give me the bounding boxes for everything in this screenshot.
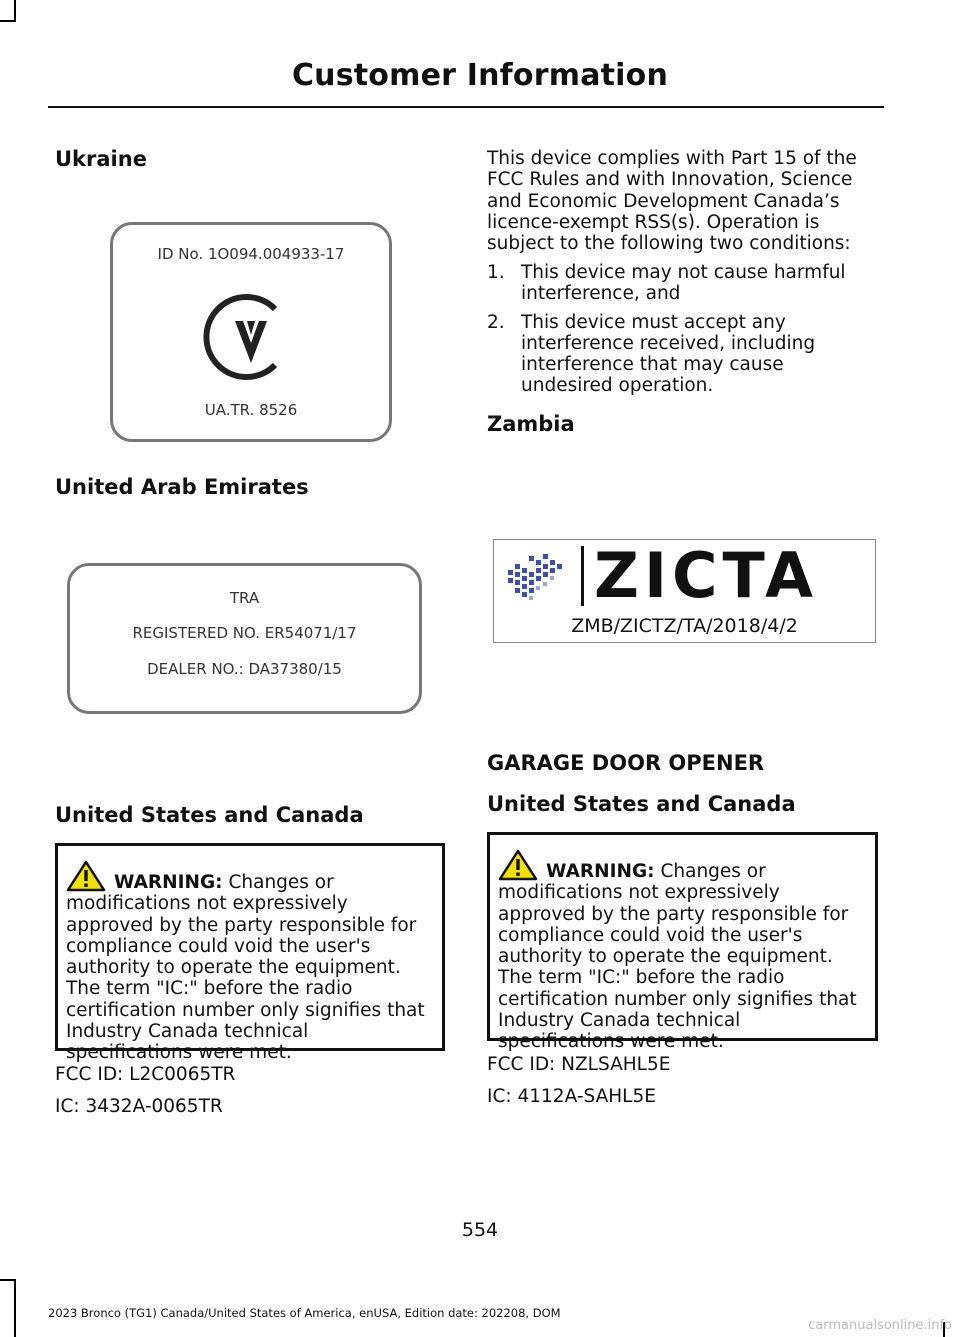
zicta-logo-text: ZICTA (594, 539, 818, 612)
ukraine-conformity-mark-icon (201, 287, 301, 387)
ic-number: IC: 3432A-0065TR (55, 1096, 223, 1117)
ukraine-label-id: ID No. 1O094.004933-17 (157, 245, 345, 263)
garage-door-opener-heading: GARAGE DOOR OPENER (487, 751, 765, 775)
conditions-list (487, 262, 879, 404)
uae-label-registered: REGISTERED NO. ER54071/17 (132, 624, 357, 642)
warning-triangle-icon (66, 860, 106, 892)
uae-heading: United Arab Emirates (55, 475, 309, 499)
garage-fcc-id: FCC ID: NZLSAHL5E (487, 1054, 671, 1075)
page-number: 554 (461, 1219, 499, 1241)
zambia-certification-label (493, 539, 876, 643)
zambia-label-code: ZMB/ZICTZ/TA/2018/4/2 (571, 615, 798, 637)
title-divider (48, 106, 884, 108)
crop-mark-top-left-h (0, 20, 16, 22)
us-canada-heading: United States and Canada (55, 803, 364, 827)
garage-us-canada-heading: United States and Canada (487, 792, 796, 816)
zicta-logo-icon (502, 548, 568, 604)
ukraine-label-reg: UA.TR. 8526 (204, 401, 298, 419)
list-item-number: 2. (487, 311, 505, 333)
crop-mark-bottom-left-h (0, 1279, 16, 1281)
uae-label-dealer: DEALER NO.: DA37380/15 (147, 660, 342, 678)
warning-triangle-icon (498, 849, 538, 881)
zambia-heading: Zambia (487, 412, 575, 436)
garage-ic-number: IC: 4112A-SAHL5E (487, 1086, 656, 1107)
list-item (487, 262, 879, 305)
watermark: carmanualsonline.info (808, 1318, 952, 1333)
zicta-logo-divider (581, 546, 584, 606)
list-item-number: 1. (487, 262, 505, 283)
crop-mark-top-left-v (14, 0, 16, 22)
warning-box (55, 843, 445, 1064)
uae-label-tra: TRA (229, 589, 260, 607)
fcc-id: FCC ID: L2C0065TR (55, 1064, 236, 1085)
list-item (487, 312, 879, 397)
list-item-text: This device may not cause harmful interference, and (521, 262, 846, 305)
warning-text: Changes or modifications not expressively approved by the party responsible for compliance could void the user's authority to operate the equipment. The term "IC:" before the radio certification number only signifies that Industry Canada technical specifications were met. (66, 872, 425, 1064)
edition-footer: 2023 Bronco (TG1) Canada/United States of America, enUSA, Edition date: 202208, DOM (48, 1306, 561, 1320)
fcc-compliance-paragraph: This device complies with Part 15 of the FCC Rules and with Innovation, Science and Economic Development Canada’s licence-exempt RSS(s). Operation is subject to the following two conditions: (487, 148, 857, 255)
ukraine-certification-label (110, 222, 392, 442)
warning-text: Changes or modifications not expressively approved by the party responsible for compliance could void the user's authority to operate the equipment. The term "IC:" before the radio certification number only signifies that Industry Canada technical specifications were met. (498, 861, 857, 1053)
crop-mark-bottom-left-v (14, 1279, 16, 1337)
ukraine-heading: Ukraine (55, 147, 147, 171)
list-item-text: This device must accept any interference received, including interference that may cause undesired operation. (521, 311, 816, 397)
warning-label: WARNING: (546, 861, 655, 882)
warning-label: WARNING: (114, 872, 223, 893)
uae-certification-label (67, 563, 422, 714)
garage-warning-box (487, 832, 878, 1053)
page-title: Customer Information (291, 58, 669, 93)
